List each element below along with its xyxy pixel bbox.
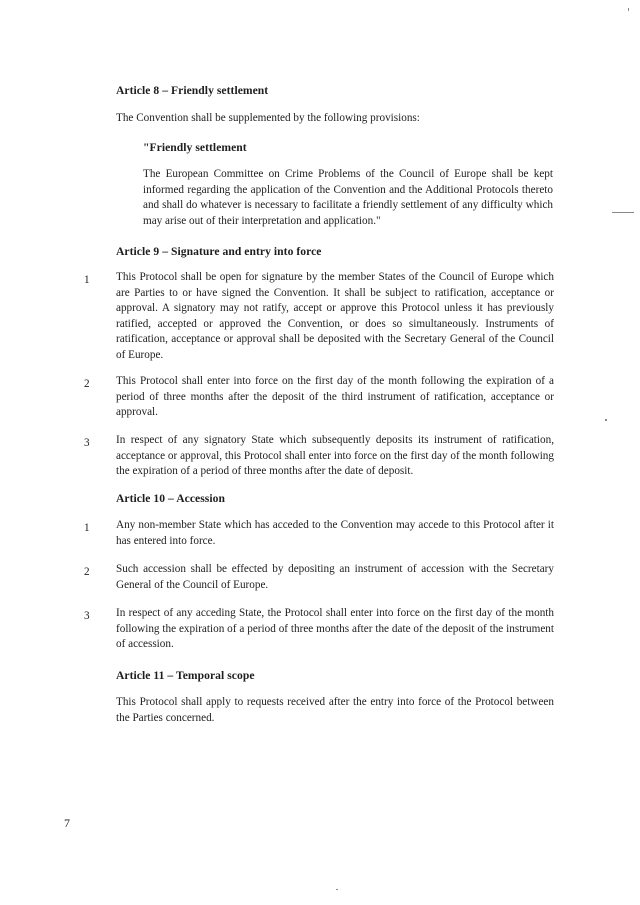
- article-10-item-3-text: In respect of any acceding State, the Protocol shall enter into force on the first day of the month following the expiration of a period of three months after the date of the deposit of the instrument of accession.: [116, 607, 554, 651]
- scan-mark: [336, 889, 338, 890]
- article-9-item-3-number: 3: [84, 437, 90, 449]
- article-10-item-2-text: Such accession shall be effected by depositing an instrument of accession with the Secretary General of the Council of Europe.: [116, 563, 554, 591]
- article-10-item-1-number: 1: [84, 522, 90, 534]
- article-9-item-3-text: In respect of any signatory State which subsequently deposits its instrument of ratification, acceptance or approval, this Protocol shall enter into force on the first day of the month following the expiration of a period of three months after the date of deposit.: [116, 434, 554, 478]
- article-9-item-2-text: This Protocol shall enter into force on the first day of the month following the expiration of a period of three months after the deposit of the third instrument of ratification, acceptance or approval.: [116, 375, 554, 419]
- article-10-item-1-text: Any non-member State which has acceded to the Convention may accede to this Protocol after it has entered into force.: [116, 519, 554, 547]
- scan-mark: [612, 212, 634, 213]
- article-8-heading: Article 8 – Friendly settlement: [116, 84, 269, 97]
- article-9-item-1-number: 1: [84, 274, 90, 286]
- page-number: 7: [64, 816, 70, 830]
- article-8-text: The European Committee on Crime Problems of the Council of Europe shall be kept informed regarding the application of the Convention and the Additional Protocols thereto and shall do whatever is necessary to facilitate a friendly settlement of any difficulty which may arise out of their interpretation and application.": [143, 168, 553, 227]
- article-8-intro: The Convention shall be supplemented by the following provisions:: [116, 112, 420, 124]
- scan-mark: [605, 419, 607, 421]
- scan-mark: [628, 8, 629, 11]
- article-9-item-2-number: 2: [84, 378, 90, 390]
- article-9-heading: Article 9 – Signature and entry into force: [116, 245, 322, 258]
- article-9-item-1-text: This Protocol shall be open for signature by the member States of the Council of Europe which are Parties to or have signed the Convention. It shall be subject to ratification, acceptance or approval. A signatory may not ratify, accept or approve this Protocol unless it has previously ratified, accepted or approved the Convention, or does so simultaneously. Instruments of ratification, acceptance or approval shall be deposited with the Secretary General of the Council of Europe.: [116, 271, 554, 361]
- article-11-text: This Protocol shall apply to requests received after the entry into force of the Protocol between the Parties concerned.: [116, 696, 554, 724]
- article-10-item-2-number: 2: [84, 566, 90, 578]
- article-10-item-3-number: 3: [84, 610, 90, 622]
- friendly-settlement-subheading: "Friendly settlement: [143, 141, 247, 154]
- article-11-heading: Article 11 – Temporal scope: [116, 669, 255, 682]
- article-10-heading: Article 10 – Accession: [116, 492, 225, 505]
